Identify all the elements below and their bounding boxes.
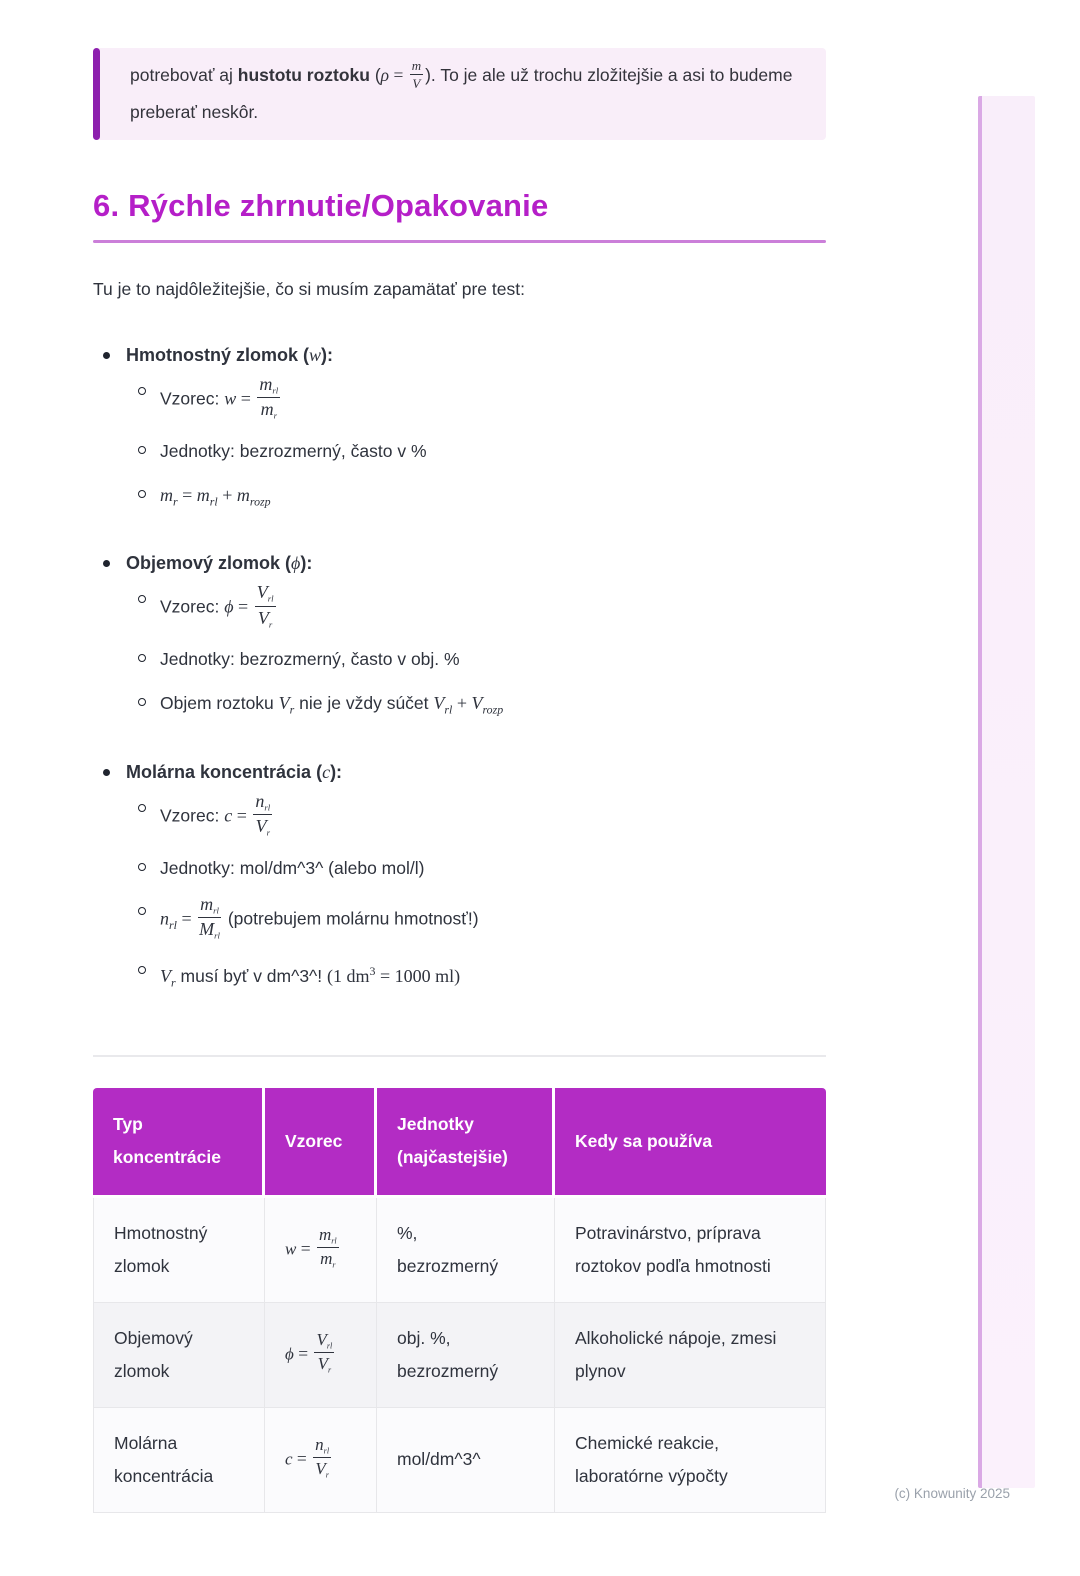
section-heading: 6. Rýchle zhrnutie/Opakovanie bbox=[93, 188, 549, 223]
header-line: Typ bbox=[113, 1114, 143, 1135]
circle-bullet-icon bbox=[138, 387, 146, 395]
concentration-table bbox=[93, 1088, 826, 1513]
table-header-row bbox=[93, 1088, 826, 1198]
fraction-numerator: m bbox=[318, 1224, 332, 1244]
header-type bbox=[93, 1088, 265, 1198]
math-var: ϕ bbox=[224, 596, 234, 617]
math-var: ϕ bbox=[285, 1344, 294, 1364]
fraction-numerator: m bbox=[200, 893, 214, 914]
callout-segment: potrebovať aj bbox=[130, 65, 238, 85]
fraction-numerator: n bbox=[255, 790, 265, 811]
circle-bullet-icon bbox=[138, 804, 146, 812]
units-text: Jednotky: mol/dm^3^ (alebo mol/l) bbox=[160, 857, 425, 878]
fraction-denominator: V bbox=[315, 1459, 326, 1479]
plus-sign: + bbox=[452, 693, 472, 714]
equals-sign: = bbox=[232, 805, 252, 826]
fraction bbox=[255, 583, 276, 629]
subscript: rozp bbox=[249, 494, 271, 509]
copyright: (c) Knowunity 2025 bbox=[894, 1486, 1010, 1501]
cell-formula bbox=[265, 1408, 377, 1513]
subscript: r bbox=[171, 974, 176, 989]
cell-line: Potravinárstvo, príprava bbox=[575, 1222, 761, 1243]
circle-bullet-icon bbox=[138, 446, 146, 454]
plus-sign: + bbox=[217, 484, 237, 505]
list-item-molar-concentration bbox=[93, 757, 826, 1011]
cell-usage bbox=[555, 1303, 826, 1408]
formula-label: Vzorec: bbox=[160, 388, 225, 409]
equals-sign: = bbox=[292, 1448, 312, 1469]
subscript: r bbox=[289, 702, 295, 717]
table-row bbox=[93, 1303, 826, 1408]
cell-line: koncentrácia bbox=[114, 1465, 214, 1486]
fraction bbox=[257, 375, 280, 421]
equals-sign: = bbox=[389, 65, 408, 85]
math-var: w bbox=[285, 1239, 297, 1259]
subscript: rl bbox=[264, 802, 271, 813]
fraction bbox=[314, 1331, 334, 1375]
document-content bbox=[93, 48, 826, 1513]
callout-segment: ). To je ale už trochu zložitejšie a asi to budeme preberať neskôr. bbox=[130, 65, 793, 122]
formula-label: Vzorec: bbox=[160, 596, 225, 617]
subscript: rl bbox=[323, 1446, 330, 1456]
callout-text bbox=[100, 48, 826, 140]
fraction-numerator: m bbox=[411, 57, 422, 73]
circle-bullet-icon bbox=[138, 863, 146, 871]
fraction bbox=[313, 1436, 331, 1480]
note-text: musí byť v dm^3^! bbox=[175, 965, 327, 986]
header-units bbox=[377, 1088, 555, 1198]
cell-line: bezrozmerný bbox=[397, 1360, 499, 1381]
math-var: w bbox=[224, 388, 237, 409]
equals-sign: = bbox=[293, 1343, 313, 1364]
fraction-denominator: V bbox=[257, 607, 269, 628]
fraction-denominator: m bbox=[260, 399, 274, 420]
cell-line: roztokov podľa hmotnosti bbox=[575, 1255, 771, 1276]
cell-formula bbox=[265, 1198, 377, 1303]
superscript: 3 bbox=[369, 963, 376, 978]
sub-list-item bbox=[126, 644, 826, 675]
summary-list bbox=[93, 340, 826, 1011]
bullet-icon bbox=[103, 769, 110, 776]
subscript: rl bbox=[209, 494, 218, 509]
subscript: rl bbox=[326, 1341, 333, 1351]
math-var: V bbox=[160, 965, 171, 986]
title-text: Hmotnostný zlomok ( bbox=[126, 345, 309, 365]
header-line: Jednotky bbox=[397, 1114, 474, 1135]
cell-units bbox=[377, 1408, 555, 1513]
subscript: r bbox=[332, 1260, 336, 1270]
callout-segment: ( bbox=[369, 65, 381, 85]
fraction-numerator: n bbox=[315, 1434, 324, 1454]
heading-underline bbox=[93, 240, 826, 243]
fraction-numerator: V bbox=[316, 1329, 327, 1349]
callout-accent-bar bbox=[93, 48, 100, 140]
math-var: c bbox=[224, 805, 233, 826]
fraction-denominator: V bbox=[317, 1354, 328, 1374]
math-var: m bbox=[236, 484, 250, 505]
equals-sign: = bbox=[233, 596, 253, 617]
subscript: r bbox=[268, 619, 273, 630]
sub-list-item bbox=[126, 436, 826, 467]
cell-units bbox=[377, 1303, 555, 1408]
equals-sign: = bbox=[177, 484, 197, 505]
header-line: (najčastejšie) bbox=[397, 1147, 508, 1168]
cell-usage bbox=[555, 1408, 826, 1513]
math-var: m bbox=[160, 484, 173, 505]
fraction bbox=[198, 895, 221, 941]
fraction-denominator: V bbox=[255, 816, 267, 837]
sub-list-item bbox=[126, 374, 826, 423]
bullet-icon bbox=[103, 352, 110, 359]
fraction-numerator: V bbox=[256, 582, 268, 603]
cell-units bbox=[377, 1198, 555, 1303]
fraction-numerator: m bbox=[259, 374, 273, 394]
fraction bbox=[317, 1226, 339, 1270]
subscript: rl bbox=[169, 917, 177, 932]
title-text: ): bbox=[300, 553, 313, 574]
cell-line: zlomok bbox=[114, 1255, 170, 1276]
cell-type bbox=[93, 1198, 265, 1303]
list-item-title bbox=[126, 757, 826, 787]
cell-type bbox=[93, 1303, 265, 1408]
list-item-title bbox=[126, 340, 826, 370]
math-var: n bbox=[160, 908, 169, 929]
cell-line: Hmotnostný bbox=[114, 1222, 208, 1243]
math-var: V bbox=[433, 693, 445, 714]
circle-bullet-icon bbox=[138, 654, 146, 662]
callout-box bbox=[93, 48, 826, 140]
header-line: Vzorec bbox=[285, 1130, 343, 1151]
table-row bbox=[93, 1408, 826, 1513]
title-text: ): bbox=[330, 761, 343, 782]
title-text: Molárna koncentrácia ( bbox=[126, 761, 323, 782]
math-roman: (1 dm bbox=[327, 965, 370, 986]
equals-sign: = bbox=[176, 908, 197, 929]
cell-line: %, bbox=[397, 1222, 418, 1243]
subscript: rl bbox=[267, 593, 274, 604]
math-var: V bbox=[471, 693, 483, 714]
circle-bullet-icon bbox=[138, 490, 146, 498]
subscript: rl bbox=[331, 1236, 337, 1246]
subscript: rl bbox=[213, 905, 219, 916]
cell-line: Molárna bbox=[114, 1432, 178, 1453]
circle-bullet-icon bbox=[138, 595, 146, 603]
header-line: koncentrácie bbox=[113, 1147, 221, 1168]
subscript: r bbox=[325, 1470, 329, 1480]
math-var: V bbox=[278, 693, 290, 714]
sub-list-item bbox=[126, 582, 826, 631]
cell-usage bbox=[555, 1198, 826, 1303]
cell-line: Chemické reakcie, bbox=[575, 1432, 719, 1453]
equals-sign: = bbox=[236, 388, 256, 409]
equals-sign: = bbox=[296, 1238, 315, 1259]
note-text: Objem roztoku bbox=[160, 693, 279, 714]
note-text: nie je vždy súčet bbox=[294, 693, 434, 714]
subscript: r bbox=[327, 1365, 332, 1375]
math-roman: = 1000 ml) bbox=[375, 965, 461, 986]
header-usage bbox=[555, 1088, 826, 1198]
circle-bullet-icon bbox=[138, 698, 146, 706]
subscript: r bbox=[273, 411, 278, 422]
cell-line: plynov bbox=[575, 1360, 626, 1381]
math-var-c: c bbox=[322, 761, 331, 782]
subscript: rl bbox=[444, 702, 453, 717]
formula-label: Vzorec: bbox=[160, 805, 225, 826]
subscript: rozp bbox=[482, 702, 504, 717]
cell-line: mol/dm^3^ bbox=[397, 1449, 481, 1470]
list-item-title bbox=[126, 548, 826, 578]
sub-list-item bbox=[126, 790, 826, 840]
cell-line: laboratórne výpočty bbox=[575, 1465, 728, 1486]
cell-line: Alkoholické nápoje, zmesi bbox=[575, 1327, 777, 1348]
units-text: Jednotky: bezrozmerný, často v % bbox=[160, 440, 427, 461]
list-item-mass-fraction bbox=[93, 340, 826, 530]
units-text: Jednotky: bezrozmerný, často v obj. % bbox=[160, 649, 460, 670]
cell-line: Objemový bbox=[114, 1327, 193, 1348]
title-text: ): bbox=[321, 345, 334, 365]
cell-formula bbox=[265, 1303, 377, 1408]
circle-bullet-icon bbox=[138, 966, 146, 974]
sub-list-item bbox=[126, 893, 826, 943]
fraction-denominator: m bbox=[320, 1249, 333, 1269]
sub-list-item bbox=[126, 688, 826, 726]
sub-list-item bbox=[126, 956, 826, 998]
callout-bold: hustotu roztoku bbox=[237, 65, 370, 85]
note-text: (potrebujem molárnu hmotnosť!) bbox=[222, 908, 479, 929]
page-edge-decoration bbox=[978, 96, 1035, 1488]
math-var-w: w bbox=[309, 345, 322, 365]
title-text: Objemový zlomok ( bbox=[126, 553, 292, 574]
subscript: r bbox=[266, 827, 271, 838]
header-formula bbox=[265, 1088, 377, 1198]
sub-list-item bbox=[126, 480, 826, 518]
fraction bbox=[253, 792, 272, 838]
fraction-denominator: V bbox=[412, 75, 421, 91]
fraction-denominator: M bbox=[199, 919, 215, 940]
bullet-icon bbox=[103, 560, 110, 567]
cell-type bbox=[93, 1408, 265, 1513]
cell-line: obj. %, bbox=[397, 1327, 451, 1348]
fraction bbox=[410, 59, 423, 90]
subscript: rl bbox=[214, 930, 220, 941]
math-var: c bbox=[285, 1449, 293, 1469]
subscript: r bbox=[173, 494, 178, 509]
header-line: Kedy sa používa bbox=[575, 1130, 713, 1151]
rho-symbol: ρ bbox=[380, 65, 390, 85]
math-var-phi: ϕ bbox=[291, 553, 301, 574]
cell-line: bezrozmerný bbox=[397, 1255, 499, 1276]
math-var: m bbox=[196, 484, 210, 505]
cell-line: zlomok bbox=[114, 1360, 170, 1381]
sub-list-item bbox=[126, 853, 826, 884]
section-divider bbox=[93, 1055, 826, 1057]
table-row bbox=[93, 1198, 826, 1303]
list-item-volume-fraction bbox=[93, 548, 826, 738]
circle-bullet-icon bbox=[138, 907, 146, 915]
subscript: rl bbox=[272, 385, 279, 396]
intro-text: Tu je to najdôležitejšie, čo si musím zapamätať pre test: bbox=[93, 279, 525, 299]
